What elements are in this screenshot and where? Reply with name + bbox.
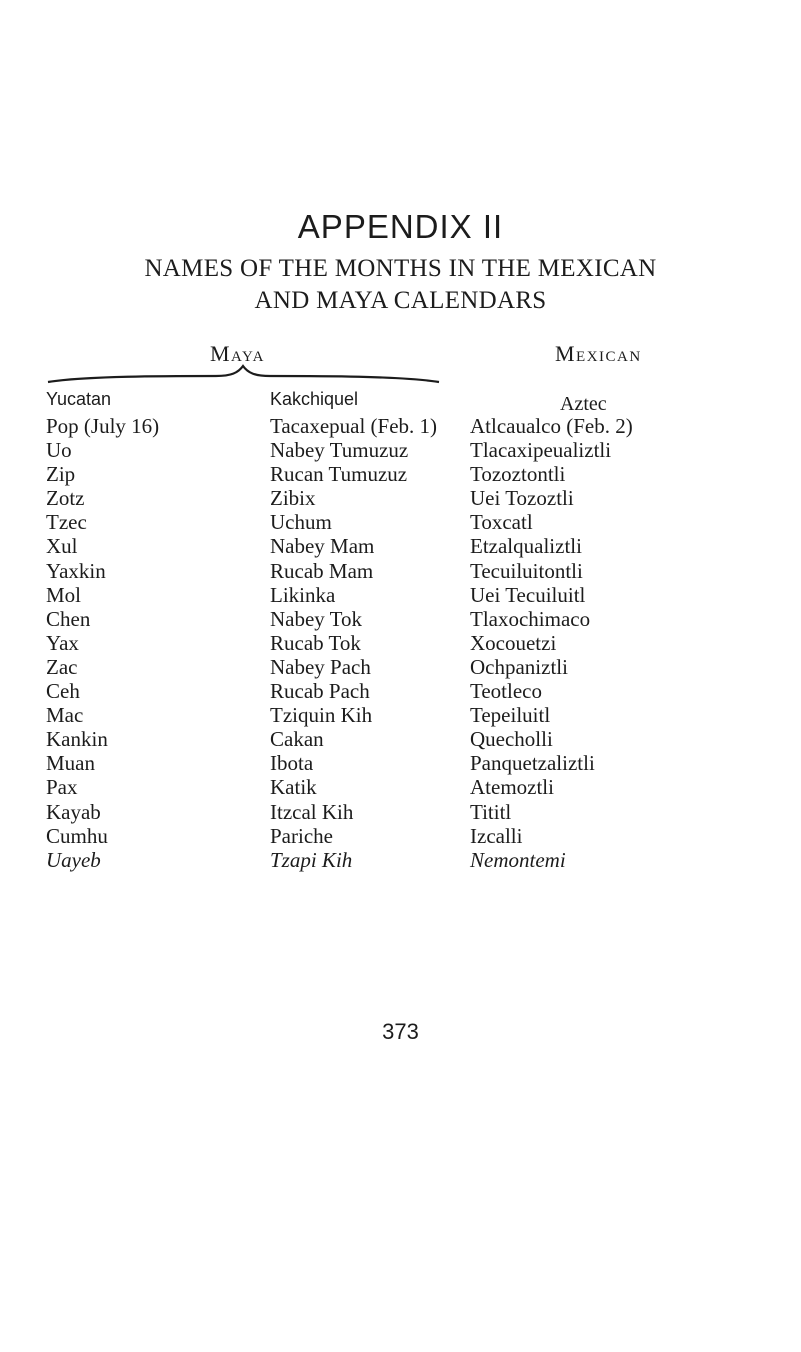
- column-header-yucatan: Yucatan: [46, 389, 112, 409]
- cell-kakchiquel: Rucab Mam: [270, 558, 374, 583]
- cell-kakchiquel: Tzapi Kih: [270, 847, 353, 872]
- cell-yucatan: Xul: [46, 534, 78, 559]
- cell-kakchiquel: Itzcal Kih: [270, 799, 354, 824]
- cell-kakchiquel: Likinka: [270, 582, 336, 607]
- cell-aztec: Uei Tozoztli: [470, 486, 574, 511]
- cell-yucatan: Ceh: [46, 679, 80, 704]
- table-row: [0, 438, 801, 462]
- cell-kakchiquel: Ibota: [270, 751, 314, 776]
- cell-yucatan: Uo: [46, 438, 72, 463]
- cell-kakchiquel: Pariche: [270, 823, 333, 848]
- appendix-title: APPENDIX II: [297, 208, 504, 245]
- group-heading-maya: Maya: [210, 341, 266, 366]
- subtitle-line-2: AND MAYA CALENDARS: [254, 287, 547, 314]
- table-row: [0, 559, 801, 583]
- cell-kakchiquel: Zibix: [270, 486, 316, 511]
- cell-aztec: Tititl: [470, 799, 512, 824]
- table-row: [0, 775, 801, 799]
- table-row: [0, 631, 801, 655]
- cell-yucatan: Pop (July 16): [46, 414, 160, 438]
- cell-aztec: Toxcatl: [470, 510, 533, 535]
- cell-aztec: Atemoztli: [470, 775, 554, 800]
- table-row: [0, 462, 801, 486]
- cell-kakchiquel: Rucan Tumuzuz: [270, 462, 408, 487]
- cell-aztec: Panquetzaliztli: [470, 751, 595, 776]
- cell-kakchiquel: Cakan: [270, 727, 324, 752]
- table-row: [0, 414, 801, 438]
- cell-yucatan: Kayab: [46, 799, 101, 824]
- cell-aztec: Etzalqualiztli: [470, 534, 582, 559]
- table-row: [0, 848, 801, 872]
- cell-aztec: Xocouetzi: [470, 630, 557, 655]
- table-row: [0, 510, 801, 534]
- cell-yucatan: Mol: [46, 582, 82, 607]
- cell-yucatan: Kankin: [46, 727, 108, 752]
- group-heading-mexican: Mexican: [555, 341, 642, 366]
- cell-kakchiquel: Nabey Mam: [270, 534, 375, 559]
- cell-yucatan: Uayeb: [46, 847, 101, 872]
- cell-kakchiquel: Rucab Tok: [270, 630, 361, 655]
- cell-aztec: Ochpaniztli: [470, 654, 568, 679]
- cell-aztec: Tecuiluitontli: [470, 558, 583, 583]
- cell-aztec: Atlcaualco (Feb. 2): [470, 414, 633, 438]
- cell-aztec: Izcalli: [470, 823, 523, 848]
- cell-aztec: Quecholli: [470, 727, 553, 752]
- cell-yucatan: Tzec: [46, 510, 87, 535]
- table-row: [0, 727, 801, 751]
- cell-yucatan: Zip: [46, 462, 76, 487]
- cell-kakchiquel: Nabey Tumuzuz: [270, 438, 409, 463]
- cell-yucatan: Yaxkin: [46, 558, 106, 583]
- page-number: 373: [382, 1019, 419, 1044]
- cell-kakchiquel: Rucab Pach: [270, 679, 370, 704]
- cell-aztec: Tozoztontli: [470, 462, 566, 487]
- table-row: [0, 679, 801, 703]
- cell-kakchiquel: Tziquin Kih: [270, 703, 373, 728]
- table-row: [0, 703, 801, 727]
- cell-kakchiquel: Tacaxepual (Feb. 1): [270, 414, 438, 438]
- cell-aztec: Teotleco: [470, 679, 542, 704]
- cell-yucatan: Muan: [46, 751, 95, 776]
- cell-kakchiquel: Katik: [270, 775, 317, 800]
- table-row: [0, 486, 801, 510]
- cell-yucatan: Cumhu: [46, 823, 108, 848]
- maya-brace: [46, 364, 441, 384]
- cell-kakchiquel: Uchum: [270, 510, 332, 535]
- cell-aztec: Uei Tecuiluitl: [470, 582, 586, 607]
- table-row: [0, 583, 801, 607]
- cell-yucatan: Zac: [46, 654, 78, 679]
- cell-yucatan: Pax: [46, 775, 78, 800]
- cell-kakchiquel: Nabey Pach: [270, 654, 371, 679]
- cell-yucatan: Yax: [46, 630, 79, 655]
- table-row: [0, 655, 801, 679]
- subtitle-line-1: NAMES OF THE MONTHS IN THE MEXICAN: [144, 255, 657, 282]
- cell-kakchiquel: Nabey Tok: [270, 606, 363, 631]
- cell-yucatan: Zotz: [46, 486, 85, 511]
- column-header-aztec: Aztec: [560, 393, 607, 415]
- table-row: [0, 824, 801, 848]
- cell-aztec: Tlacaxipeualiztli: [470, 438, 612, 463]
- cell-yucatan: Chen: [46, 606, 91, 631]
- column-header-kakchiquel: Kakchiquel: [270, 389, 359, 409]
- months-table: [0, 414, 801, 872]
- table-row: [0, 534, 801, 558]
- cell-aztec: Tlaxochimaco: [470, 606, 591, 631]
- table-row: [0, 607, 801, 631]
- table-row: [0, 800, 801, 824]
- cell-aztec: Tepeiluitl: [470, 703, 551, 728]
- cell-yucatan: Mac: [46, 703, 84, 728]
- table-row: [0, 751, 801, 775]
- cell-aztec: Nemontemi: [470, 847, 566, 872]
